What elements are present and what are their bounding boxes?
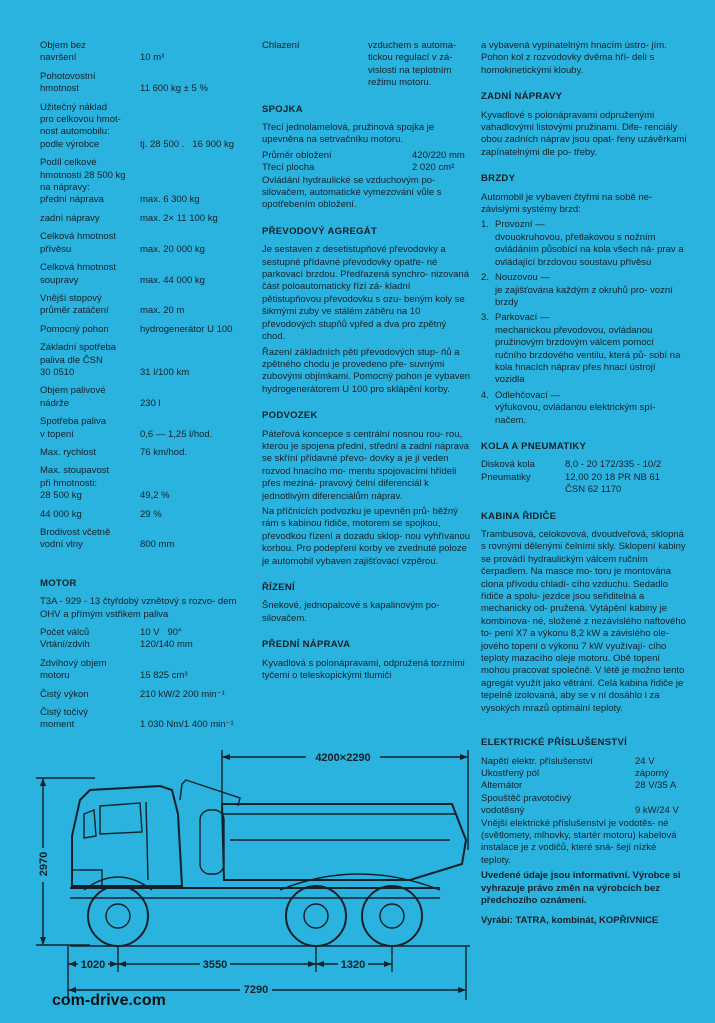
platform-dim-label: 4200×2290 — [315, 752, 371, 764]
spec-label: Užitečný náklad pro celkovou hmot- nost automobilu: podle výrobce — [40, 101, 121, 150]
arrow-wb-right — [308, 961, 316, 967]
predni-naprava-text: Kyvadlová s polonápravami, odpružená torzními tyčemi o teleskopickými tlumiči — [262, 657, 465, 682]
spec-value: 800 mm — [140, 539, 175, 551]
footer-watermark: com-drive.com — [52, 992, 166, 1009]
spec-label: Spotřeba paliva v topení — [40, 416, 107, 440]
spec-label: Pohotovostní hmotnost — [40, 70, 96, 95]
chlazeni-text: vzduchem s automa- tickou regulací v zá- vislosti na teplotním režimu motoru. — [368, 40, 457, 89]
motor-value: 15 825 cm³ — [140, 670, 188, 682]
cab-front-window — [84, 810, 96, 838]
kola-rows — [481, 459, 687, 496]
podvozek-text-2: Na příčnících podvozku je upevněn prů- běžný rám s kabinou řidiče, motorem se spojkou, převodkou řízení a dozadu sklop- nou vyhřívanou korbou. Pro podepření korby ve zvednuté poloze je automobil vybaven zajišťovací vzpěrou. — [262, 505, 471, 567]
vyrobce: Vyrábí: TATRA, kombinát, KOPŘIVNICE — [481, 915, 659, 927]
spojka-row — [262, 150, 472, 162]
zadni-napravy-heading: ZADNÍ NÁPRAVY — [481, 91, 563, 103]
spec-row — [40, 527, 250, 552]
brzdy-item-title: Odlehčovací — — [495, 389, 560, 401]
spec-value: max. 20 m — [140, 305, 185, 317]
spec-label: zadní nápravy — [40, 212, 100, 224]
prevod-text-2: Řazení základních pěti převodových stup- ňů a zpětného chodu je provedeno pře- suvnými zubovými objímkami. Pomocný pohon je vybaven hydrogenerátorem U 100 pro sklápění korby. — [262, 346, 471, 395]
spec-row — [40, 262, 250, 287]
motor-row — [40, 689, 250, 701]
podvozek-text-1: Páteřová koncepce s centrální nosnou rou- rou, kterou je spojena přední, střední a zadní náprava se skříní přídavné převo- dovky a je jí veden rozvod hnacího mo- mentu spojovacími hřídeli přes meziná- pravový čelní diferenciál k jednotlivým diferenciálům náprav. — [262, 428, 470, 502]
specs-list — [40, 40, 250, 552]
spec-label: Základní spotřeba paliva dle ČSN 30 0510 — [40, 342, 117, 378]
column-1 — [40, 40, 250, 738]
kola-value: 12,00 20 18 PR NB 61 ČSN 62 1170 — [565, 471, 661, 496]
brzdy-item — [481, 272, 687, 309]
spec-label: Celková hmotnost soupravy — [40, 262, 117, 286]
zadni-napravy-text: Kyvadlové s polonápravami odpruženými vahadlovými listovými pružinami. Dife- renciály obou zadních náprav jsou opat- řeny uzávěrkami zapínatelnými dle po- třeby. — [481, 109, 687, 158]
kola-key: Pneumatiky — [481, 471, 531, 483]
spojka-value: 420/220 mm — [412, 149, 465, 161]
brzdy-item-body — [495, 219, 687, 269]
spec-label: Pomocný pohon — [40, 323, 109, 335]
arrow-front-right — [110, 961, 118, 967]
elek-key: Spouštěč pravotočivý vodotěsný — [481, 792, 572, 817]
cab-door-line — [146, 802, 148, 880]
elek-value: záporný — [635, 767, 669, 779]
motor-row — [40, 658, 250, 683]
motor-heading: MOTOR — [40, 577, 77, 589]
spec-value: max. 20 000 kg — [140, 243, 205, 255]
motor-label: Čistý výkon — [40, 688, 89, 700]
spojka-value: 2 020 cm² — [412, 162, 455, 174]
brzdy-item-title: Provozní — — [495, 219, 545, 231]
elek-value: 9 kW/24 V — [635, 805, 679, 817]
spec-label: 44 000 kg — [40, 508, 82, 520]
motor-intro: T3A - 929 - 13 čtyřdobý vznětový s rozvo- dem OHV a přímým vstřikem paliva — [40, 596, 237, 620]
middle-wheel — [286, 886, 346, 946]
kola-row — [481, 459, 687, 471]
elek-key: Napětí elektr. příslušenství — [481, 755, 593, 767]
spojka-key: Třecí plocha — [262, 162, 315, 174]
brzdy-item-desc: výfukovou, ovládanou elektrickým spí- načem. — [495, 402, 656, 426]
motor-value: 210 kW/2 200 min⁻¹ — [140, 688, 225, 700]
motor-list — [40, 627, 250, 732]
kola-heading: KOLA A PNEUMATIKY — [481, 440, 587, 452]
arrow-length-right — [458, 987, 466, 993]
chlazeni-label: Chlazení — [262, 40, 300, 51]
brzdy-list — [481, 219, 687, 427]
front-bumper — [72, 870, 102, 886]
prevod-text-1: Je sestaven z desetistupňové převodovky a sestupné přídavné převodovky opatře- né parkovací brzdou. Předřazená synchro- nizovaná část poloautomaticky řízí zá- kladní pětistupňovou převodovku s ozu- beným koly se šikmými zuby ve stálém záběru na 10 převodových stupňů vpřed a dva pro zpětný chod. — [262, 244, 470, 343]
elektricke-text: Vnější elektrické příslušenství je vodotěs- né (světlomety, mlhovky, startér motoru) kabelová instalace je z vodičů, které sná- šejí nízké teploty. — [481, 817, 677, 866]
cab-outline — [72, 786, 182, 886]
front-overhang-label: 1020 — [80, 959, 106, 971]
brzdy-item — [481, 312, 687, 386]
spec-label: Objem bez navršení — [40, 40, 86, 64]
dump-body — [222, 804, 466, 880]
spec-row — [40, 40, 250, 65]
elek-value: 28 V/35 A — [635, 780, 677, 792]
spojka-key: Průměr obložení — [262, 149, 332, 161]
brzdy-item-desc: mechanickou převodovou, ovládanou pružinovým brzdovým válcem pomocí ručního brzdového ventilu, která pů- sobí na kola hnacích náprav přes hnací ústrojí vozidla — [495, 324, 681, 386]
spec-value: 29 % — [140, 508, 162, 520]
motor-label: Zdvihový objem motoru — [40, 657, 107, 682]
spec-value: 11 600 kg ± 5 % — [140, 83, 208, 95]
spojka-text: Třecí jednolamelová, pružinová spojka je upevněna na setrvačníku motoru. — [262, 122, 435, 146]
arrow-rs-left — [316, 961, 324, 967]
spec-row — [40, 465, 250, 502]
height-dim-label: 2970 — [38, 851, 50, 877]
spojka-row — [262, 162, 472, 174]
rizeni-heading: ŘÍZENÍ — [262, 582, 295, 593]
spec-value: max. 6 300 kg — [140, 194, 200, 206]
cab-window — [100, 803, 142, 834]
rear-wheel-hub — [380, 904, 404, 928]
kabina-text: Trambusová, celokovová, dvoudveřová, sklopná s rovnými dělenými čelními skly. Sklopení kabiny se provádí hydraulickým válcem ručním čerpadlem. Na masce mo- toru je montována clona přívodu chladí- cího vzduchu. Sedadlo řidiče a spolu- jezdce jsou seřiditelná a mechanicky od- pružená. Vytápění kabiny je kombinova- né, složené z nezávislého naftového to- pení X7 a výkonu 8,2 kW a závislého ole- jového topení o výkonu 7 kW využívají- cího teploty mazacího oleje motoru. Obě topení mohou pracovat společně. V létě je možno tento agregát využít jako větrání. Celá kabina řidiče je tepelně izolovaná, aby se v ní dosáhlo i za vysokých mrazů optimální teploty. — [481, 529, 686, 714]
spojka-rows — [262, 150, 472, 175]
podvozek-heading: PODVOZEK — [262, 410, 318, 422]
kola-value: 8,0 - 20 172/335 - 10/2 — [565, 459, 662, 471]
spec-value: 10 m³ — [140, 52, 165, 64]
motor-label: Počet válců Vrtání/zdvih — [40, 627, 90, 651]
elek-key: Alternátor — [481, 780, 523, 792]
spec-value: 31 l/100 km — [140, 366, 190, 378]
spec-label: Objem palivové nádrže — [40, 385, 106, 409]
spojka-heading: SPOJKA — [262, 103, 303, 115]
arrow-rs-right — [384, 961, 392, 967]
rear-spacing-label: 1320 — [340, 959, 366, 971]
disclaimer-note: Uvedené údaje jsou informativní. Výrobce si vyhrazuje právo změn na výrobcích bez předchozího oznámení. — [481, 870, 681, 906]
brzdy-item-body — [495, 312, 687, 386]
elektricke-heading: ELEKTRICKÉ PŘÍSLUŠENSTVÍ — [481, 737, 628, 749]
arrow-platform-right — [460, 754, 468, 760]
kola-row — [481, 472, 687, 497]
motor-value: 1 030 Nm/1 400 min⁻¹ — [140, 719, 234, 731]
kabina-heading: KABINA ŘIDIČE — [481, 510, 557, 522]
predni-naprava-heading: PŘEDNÍ NÁPRAVA — [262, 639, 351, 651]
length-label: 7290 — [243, 984, 269, 996]
spec-row — [40, 102, 250, 152]
spec-value: 49,2 % — [140, 490, 170, 502]
column-2 — [262, 40, 472, 685]
spec-value: max. 2× 11 100 kg — [140, 212, 218, 224]
front-wheel — [88, 886, 148, 946]
spec-value: 0,6 — 1,25 l/hod. — [140, 428, 213, 440]
col3-intro: a vybavená vypínatelným hnacím ústro- jím. Pohon kol z rozvodovky dvěma hří- deli s homokinetickými klouby. — [481, 40, 667, 76]
truck-drawing — [0, 740, 715, 1023]
arrow-wb-left — [118, 961, 126, 967]
spec-label: Brodivost včetně vodní vlny — [40, 527, 111, 551]
elek-value: 24 V — [635, 755, 655, 767]
arrow-platform-left — [222, 754, 230, 760]
brzdy-item-title: Nouzovou — — [495, 272, 550, 284]
brzdy-item-desc: je zajišťována každým z okruhů pro- vozní brzdy — [495, 284, 673, 308]
cab-guard — [180, 780, 240, 806]
spec-value: tj. 28 500 . 16 900 kg — [140, 138, 235, 150]
spojka-text-2: Ovládání hydraulické se vzduchovým po- silovačem, automatické vymezování vůle s opotřebením obložení. — [262, 174, 442, 211]
spec-label: Celková hmotnost přívěsu — [40, 231, 117, 255]
rizeni-text: Šnekové, jednopalcové s kapalinovým po- silovačem. — [262, 600, 440, 624]
spec-row — [40, 157, 250, 207]
spec-row — [40, 342, 250, 379]
spec-row — [40, 293, 250, 318]
brzdy-item-desc: dvouokruhovou, přetlakovou s nožním ovládáním působící na kola všech ná- prav a ovládající brzdovou soustavu přívěsu — [495, 231, 684, 268]
spec-row — [40, 213, 250, 225]
spare-wheel — [200, 810, 224, 874]
elek-key: Ukostřený pól — [481, 767, 540, 779]
motor-row — [40, 627, 250, 652]
spec-value: max. 44 000 kg — [140, 274, 205, 286]
brzdy-item-body — [495, 390, 687, 427]
motor-value: 10 V 90° 120/140 mm — [140, 627, 193, 651]
spec-row — [40, 385, 250, 410]
prevod-heading: PŘEVODOVÝ AGREGÁT — [262, 225, 378, 237]
brzdy-item-number: 4. — [481, 389, 489, 401]
spec-row — [40, 71, 250, 96]
brzdy-item — [481, 390, 687, 427]
spec-row — [40, 231, 250, 256]
arrow-height-bottom — [40, 937, 46, 945]
rear-wheel — [362, 886, 422, 946]
spec-label: Max. stoupavost při hmotnosti: 28 500 kg — [40, 465, 110, 502]
spec-value: 230 l — [140, 397, 161, 409]
middle-wheel-hub — [304, 904, 328, 928]
spec-label: Max. rychlost — [40, 446, 96, 458]
brzdy-item-number: 3. — [481, 312, 489, 324]
chlazeni-block — [262, 40, 472, 90]
brzdy-item-number: 1. — [481, 219, 489, 231]
motor-row — [40, 707, 250, 732]
kola-key: Disková kola — [481, 459, 535, 471]
spec-row — [40, 509, 250, 521]
arrow-front-left — [68, 961, 76, 967]
brzdy-item-body — [495, 272, 687, 309]
spec-value: hydrogenerátor U 100 — [140, 323, 233, 335]
brzdy-item-number: 2. — [481, 272, 489, 284]
spec-row — [40, 324, 250, 336]
brzdy-text: Automobil je vybaven čtyřmi na sobě ne- závislými systémy brzd: — [481, 191, 653, 216]
arrow-height-top — [40, 778, 46, 786]
spec-label: Podíl celkové hmotnosti 28 500 kg na nápravy: přední náprava — [40, 157, 126, 206]
spec-row — [40, 416, 250, 441]
motor-label: Čistý točivý moment — [40, 707, 89, 731]
wheelbase-label: 3550 — [202, 959, 228, 971]
brzdy-item — [481, 219, 687, 269]
front-wheel-hub — [106, 904, 130, 928]
spec-label: Vnější stopový průměr zatáčení — [40, 292, 109, 317]
brzdy-heading: BRZDY — [481, 173, 516, 185]
spec-row — [40, 447, 250, 459]
spec-value: 76 km/hod. — [140, 446, 187, 458]
brzdy-item-title: Parkovací — — [495, 312, 550, 324]
